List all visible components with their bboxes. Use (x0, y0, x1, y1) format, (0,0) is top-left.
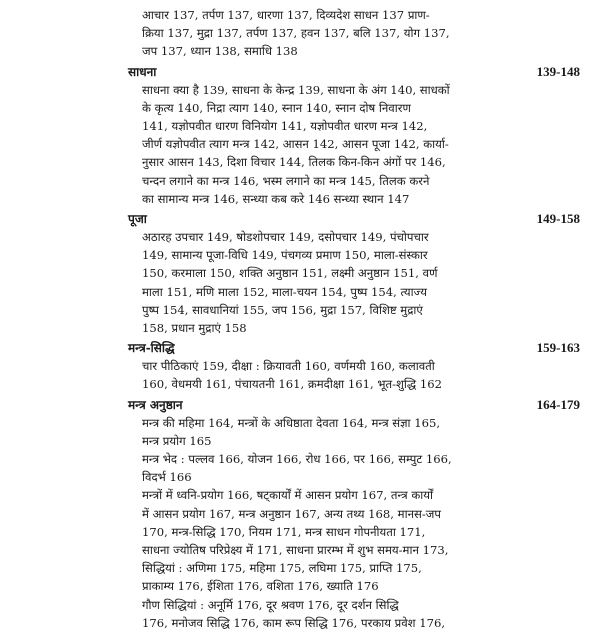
entry-line: 149, सामान्य पूजा-विधि 149, पंचगव्य प्रमाण 150, माला-संस्कार (142, 248, 428, 263)
entry-line: माला 151, मणि माला 152, माला-चयन 154, पुष्प 154, त्याज्य (142, 284, 427, 299)
section-title: पूजा (128, 212, 147, 227)
entry-line: 150, करमाला 150, शक्ति अनुष्ठान 151, लक्ष्मी अनुष्ठान 151, वर्ण (142, 266, 438, 281)
entry-line: में आसन प्रयोग 167, मन्त्र अनुष्ठान 167, अन्य तथ्य 168, मानस-जप (142, 506, 441, 521)
page-range: 164-179 (536, 396, 580, 412)
entry-line: चार पीठिकाएं 159, दीक्षा : क्रियावती 160, वर्णमयी 160, कलावती (142, 359, 435, 374)
section-entries (128, 228, 580, 337)
section-title: साधना (128, 64, 157, 79)
entry-line: 160, वेधमयी 161, पंचायतनी 161, क्रमदीक्षा 161, भूत-शुद्धि 162 (142, 377, 442, 392)
entry-line: मन्त्र की महिमा 164, मन्त्रों के अधिष्ठाता देवता 164, मन्त्र संज्ञा 165, (142, 415, 441, 430)
entry-line: जीर्ण यज्ञोपवीत त्याग मन्त्र 142, आसन 142, आसन पूजा 142, कार्या- (142, 137, 449, 152)
section-sadhana (128, 63, 580, 208)
section-puja (128, 210, 580, 337)
entry-line: प्राकाम्य 176, ईशिता 176, वशिता 176, ख्याति 176 (142, 579, 379, 594)
section-mantra-siddhi (128, 339, 580, 393)
entry-line: चन्दन लगाने का मन्त्र 146, भस्म लगाने का मन्त्र 145, तिलक करने (142, 173, 430, 188)
section-entries (128, 81, 580, 208)
section-heading (128, 396, 580, 414)
section-title: मन्त्र-सिद्धि (128, 341, 175, 356)
entry-line: 141, यज्ञोपवीत धारण विनियोग 141, यज्ञोपवीत धारण मन्त्र 142, (142, 119, 428, 134)
page-range: 149-158 (536, 211, 580, 227)
entry-line: मन्त्र प्रयोग 165 (142, 433, 212, 448)
entry-line: नुसार आसन 143, दिशा विचार 144, तिलक किन-किन अंगों पर 146, (142, 155, 446, 170)
entry-line: सिद्धियां : अणिमा 175, महिमा 175, लघिमा 175, प्राप्ति 175, (142, 561, 422, 576)
page-range: 139-148 (536, 63, 580, 79)
section-entries (128, 414, 580, 632)
section-heading (128, 339, 580, 357)
entry-line: मन्त्रों में ध्वनि-प्रयोग 166, षट्कार्यों में आसन प्रयोग 167, तन्त्र कार्यों (142, 488, 434, 503)
entry-line: अठारह उपचार 149, षोडशोपचार 149, दसोपचार 149, पंचोपचार (142, 230, 429, 245)
entry-line: आचार 137, तर्पण 137, धारणा 137, दिव्यदेश साधन 137 प्राण- (142, 8, 430, 22)
section-heading (128, 63, 580, 81)
entry-line: का सामान्य मन्त्र 146, सन्ध्या कब करे 146 सन्ध्या स्थान 147 (142, 191, 410, 206)
entry-line: के कृत्य 140, निद्रा त्याग 140, स्नान 140, स्नान दोष निवारण (142, 100, 411, 115)
entry-line: 158, प्रधान मुद्राएं 158 (142, 321, 247, 336)
intro-entries (128, 6, 580, 61)
entry-line: विदर्भ 166 (142, 470, 192, 485)
entry-line: 176, मनोजव सिद्धि 176, काम रूप सिद्धि 176, परकाय प्रवेश 176, (142, 615, 446, 630)
section-heading (128, 210, 580, 228)
section-entries (128, 357, 580, 393)
entry-line: जप 137, ध्यान 138, समाधि 138 (142, 44, 298, 59)
section-title: मन्त्र अनुष्ठान (128, 397, 183, 412)
entry-line: पुष्प 154, सावधानियां 155, जप 156, मुद्रा 157, विशिष्ट मुद्राएं (142, 302, 423, 317)
entry-line: मन्त्र भेद : पल्लव 166, योजन 166, रोध 166, पर 166, सम्पुट 166, (142, 452, 452, 467)
section-mantra-anushthan (128, 396, 580, 632)
entry-line: साधना क्या है 139, साधना के केन्द्र 139, साधना के अंग 140, साधकों (142, 82, 450, 97)
entry-line: साधना ज्योतिष परिप्रेक्ष्य में 171, साधना प्रारम्भ में शुभ समय-मान 173, (142, 543, 449, 558)
entry-line: क्रिया 137, मुद्रा 137, तर्पण 137, हवन 137, बलि 137, योग 137, (142, 26, 450, 41)
page-range: 159-163 (536, 340, 580, 356)
entry-line: गौण सिद्धियां : अनूर्मि 176, दूर श्रवण 176, दूर दर्शन सिद्धि (142, 597, 399, 612)
entry-line: 170, मन्त्र-सिद्धि 170, नियम 171, मन्त्र साधन गोपनीयता 171, (142, 524, 426, 539)
